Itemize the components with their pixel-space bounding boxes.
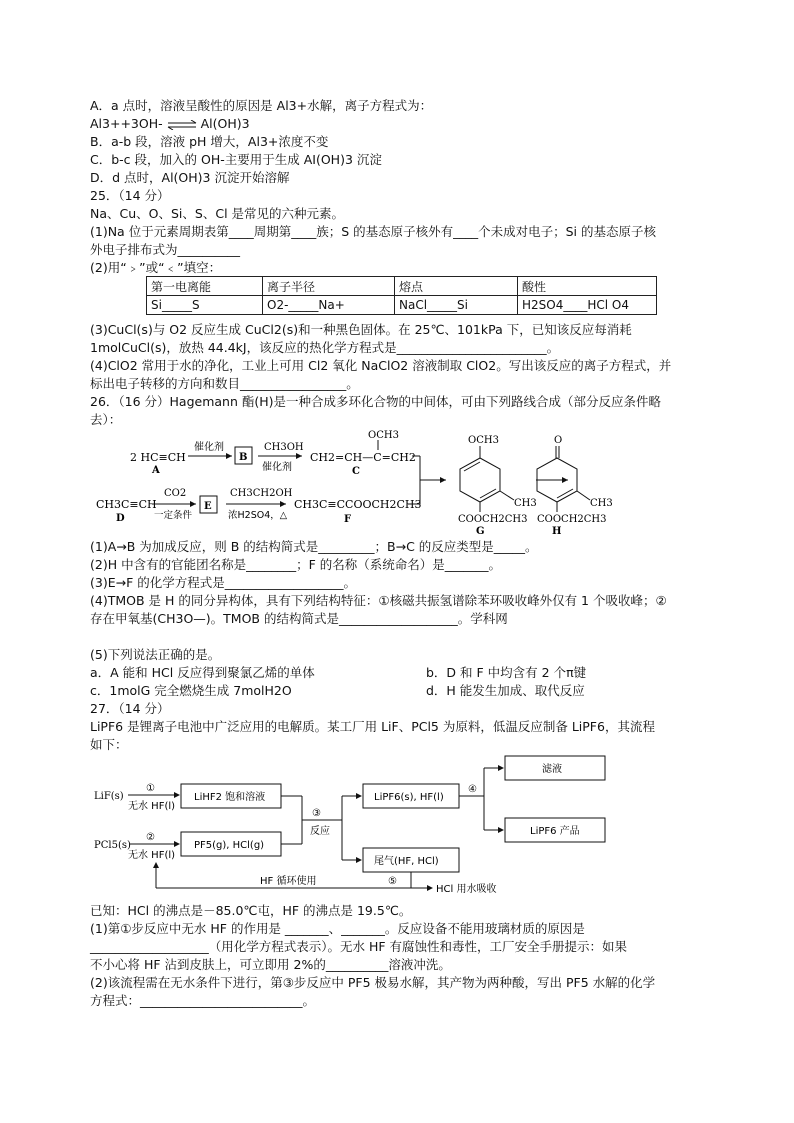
box-lihf2-label: LiHF2 饱和溶液	[194, 792, 266, 803]
table-cell: Si_____S	[147, 296, 263, 315]
box-lipf6-hf-label: LiPF6(s), HF(l)	[374, 792, 444, 803]
q25-part3-line2: 1molCuCl(s)，放热 44.4kJ，该反应的热化学方程式是________________________。	[90, 340, 560, 355]
catalyst-label: 催化剂	[262, 462, 292, 473]
q25-part4-line2: 标出电子转移的方向和数目_________________。	[90, 376, 359, 391]
arrow-head-icon	[498, 827, 504, 833]
table-header: 酸性	[518, 277, 657, 296]
q26-part5: (5)下列说法正确的是。	[90, 647, 221, 662]
q25-part3-line1: (3)CuCl(s)与 O2 反应生成 CuCl2(s)和一种黑色固体。在 25℃、101kPa 下，已知该反应每消耗	[90, 322, 632, 337]
box-tail-gas-label: 尾气(HF, HCl)	[374, 856, 439, 867]
condition-label: 一定条件	[154, 510, 193, 521]
double-bond	[464, 462, 480, 471]
lif-label: LiF(s)	[94, 791, 124, 802]
q27-part1-line1: (1)第①步反应中无水 HF 的作用是 _______、_______。反应设备不能用玻璃材质的原因是	[90, 921, 585, 936]
arrow-head-icon	[440, 477, 446, 483]
equation-left: Al3++3OH-	[90, 116, 163, 131]
q26-option-d: d．H 能发生加成、取代反应	[426, 683, 585, 698]
q26-option-b: b．D 和 F 中均含有 2 个π键	[426, 665, 587, 680]
h-ester: COOCH2CH3	[537, 514, 607, 525]
q27-part2-line2: 方程式：__________________________。	[90, 993, 316, 1008]
arrow-head-icon	[356, 857, 362, 863]
g-methyl: CH3	[514, 498, 537, 509]
compound-a-formula: 2 HC≡CH	[130, 451, 186, 464]
label-f: F	[344, 514, 352, 525]
ethanol-label: CH3CH2OH	[230, 488, 293, 499]
comparison-table	[146, 276, 657, 315]
q26-option-c: c．1molG 完全燃烧生成 7molH2O	[90, 683, 292, 698]
q26-heading-cont: 去）：	[90, 412, 122, 427]
step-4-label: ④	[468, 784, 477, 795]
arrow-head-icon	[296, 453, 302, 459]
arrow-head-icon	[562, 477, 568, 483]
box-pf5-label: PF5(g), HCl(g)	[194, 840, 265, 851]
q24-equation	[90, 115, 250, 133]
arrow-head-icon	[427, 885, 433, 891]
g-ester: COOCH2CH3	[458, 514, 528, 525]
step-2-label: ②	[146, 832, 155, 843]
double-bond	[480, 489, 496, 498]
compound-d-formula: CH3C≡CH	[96, 498, 157, 511]
compound-f-formula: CH3C≡CCOOCH2CH3	[294, 498, 422, 511]
q27-heading: 27．（14 分）	[90, 701, 170, 716]
arrow-head-icon	[174, 841, 180, 847]
q26-part1: (1)A→B 为加成反应，则 B 的结构简式是_________；B→C 的反应类型是_____。	[90, 539, 538, 554]
label-h: H	[552, 526, 562, 537]
co2-label: CO2	[164, 488, 187, 499]
q24-option-d: D．d 点时，Al(OH)3 沉淀开始溶解	[90, 170, 290, 185]
c-substituent: OCH3	[368, 430, 399, 441]
q24-option-b: B．a-b 段，溶液 pH 增大，Al3+浓度不变	[90, 134, 329, 149]
compound-c-formula: CH2=CH—C=CH2	[310, 451, 416, 464]
hcl-absorb-label: HCl 用水吸收	[436, 884, 497, 895]
q24-option-c: C．b-c 段，加入的 OH-主要用于生成 AI(OH)3 沉淀	[90, 152, 382, 167]
equation-right: Al(OH)3	[200, 116, 250, 131]
step-1-label: ①	[146, 783, 155, 794]
q27-part1-line2: ___________________（用化学方程式表示）。无水 HF 有腐蚀性和毒性，工厂安全手册提示：如果	[90, 939, 628, 954]
table-cell: O2-_____Na+	[263, 296, 395, 315]
equilibrium-arrow-icon	[167, 120, 197, 130]
box-product-label: LiPF6 产品	[530, 826, 580, 837]
q26-part3: (3)E→F 的化学方程式是___________________。	[90, 575, 356, 590]
q26-part4-line1: (4)TMOB 是 H 的同分异构体，具有下列结构特征：①核磁共振氢谱除苯环吸收峰外仅有 1 个吸收峰；②	[90, 593, 667, 608]
label-a: A	[152, 465, 160, 476]
condition-label: 浓H2SO4，△	[228, 510, 288, 521]
table-header-row	[147, 277, 657, 296]
hf-label-2: 无水 HF(l)	[128, 850, 176, 861]
catalyst-label: 催化剂	[194, 442, 224, 453]
q27-part1-line3: 不小心将 HF 沾到皮肤上，可立即用 2%的__________溶液冲洗。	[90, 957, 451, 972]
table-header: 离子半径	[263, 277, 395, 296]
step-3-label: ③	[312, 808, 321, 819]
arrow-head-icon	[190, 501, 196, 507]
q24-option-a: A．a 点时，溶液呈酸性的原因是 Al3+水解，离子方程式为：	[90, 98, 433, 113]
q26-part2: (2)H 中含有的官能团名称是________；F 的名称（系统命名）是_______。	[90, 557, 501, 572]
arrow-head-icon	[153, 862, 159, 868]
g-methoxy: OCH3	[468, 435, 499, 446]
h-carbonyl: O	[554, 435, 563, 446]
double-bond	[557, 489, 573, 498]
q27-intro-line2: 如下：	[90, 737, 128, 752]
q26-option-a: a．A 能和 HCl 反应得到聚氯乙烯的单体	[90, 665, 315, 680]
arrow-head-icon	[226, 453, 232, 459]
q27-known: 已知：HCl 的沸点是－85.0℃屯，HF 的沸点是 19.5℃。	[90, 903, 412, 918]
label-c: C	[352, 466, 360, 477]
arrow-head-icon	[356, 793, 362, 799]
q27-intro-line1: LiPF6 是锂离子电池中广泛应用的电解质。某工厂用 LiF、PCl5 为原料，低温反应制备 LiPF6，其流程	[90, 719, 655, 734]
q25-heading: 25．（14 分）	[90, 188, 170, 203]
box-filtrate-label: 滤液	[542, 764, 562, 775]
q27-part2-line1: (2)该流程需在无水条件下进行，第③步反应中 PF5 极易水解，其产物为两种酸，写出 PF5 水解的化学	[90, 975, 656, 990]
table-header: 第一电离能	[147, 277, 263, 296]
q26-heading: 26．（16 分）Hagemann 酯(H)是一种合成多环化合物的中间体，可由下列路线合成（部分反应条件略	[90, 394, 662, 409]
arrow-head-icon	[280, 501, 286, 507]
arrow-head-icon	[174, 792, 180, 798]
bond-line	[577, 491, 590, 500]
table-cell: H2SO4____HCl O4	[518, 296, 657, 315]
q25-part4-line1: (4)ClO2 常用于水的净化，工业上可用 Cl2 氧化 NaClO2 溶液制取 ClO2。写出该反应的离子方程式，并	[90, 358, 672, 373]
q25-intro: Na、Cu、O、Si、S、Cl 是常见的六种元素。	[90, 206, 345, 221]
label-e: E	[204, 501, 212, 512]
bond-line	[500, 491, 514, 500]
process-flowchart	[90, 754, 650, 902]
table-row	[147, 296, 657, 315]
ring-g	[460, 458, 500, 502]
recycle-label: HF 循环使用	[260, 876, 317, 887]
q25-part1-line2: 外电子排布式为__________	[90, 242, 241, 257]
label-g: G	[476, 526, 485, 537]
react-label: 反应	[310, 826, 330, 837]
methanol-label: CH3OH	[264, 442, 304, 453]
label-b: B	[239, 452, 248, 463]
table-header: 熔点	[395, 277, 518, 296]
table-cell: NaCl_____Si	[395, 296, 518, 315]
hf-label-1: 无水 HF(l)	[128, 801, 176, 812]
synthesis-scheme	[90, 428, 630, 538]
pcl5-label: PCl5(s)	[94, 840, 131, 851]
q25-part1-line1: (1)Na 位于元素周期表第____周期第____族；S 的基态原子核外有____个未成对电子；Si 的基态原子核	[90, 224, 656, 239]
label-d: D	[116, 513, 125, 524]
h-methyl: CH3	[590, 498, 613, 509]
arrow-head-icon	[498, 765, 504, 771]
q25-part2: (2)用“﹥”或“﹤”填空：	[90, 260, 222, 275]
q26-part4-line2: 存在甲氧基(CH3O—)。TMOB 的结构简式是___________________。学科网	[90, 611, 508, 626]
step-5-label: ⑤	[388, 876, 397, 887]
